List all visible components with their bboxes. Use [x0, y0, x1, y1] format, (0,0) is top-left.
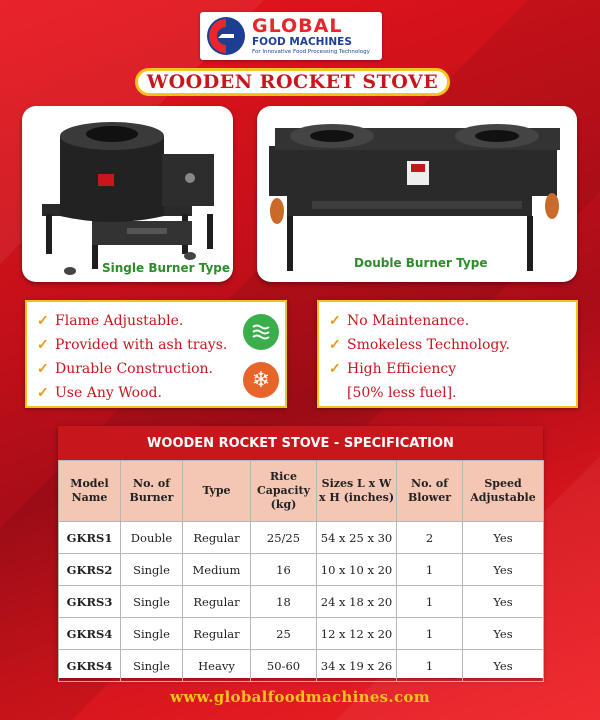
- feature-item-continued: [50% less fuel].: [347, 385, 457, 401]
- brand-tagline: For Innovative Food Processing Technology: [252, 48, 370, 55]
- website-link[interactable]: www.globalfoodmachines.com: [170, 688, 430, 706]
- check-icon: ✓: [329, 361, 341, 377]
- flame-icon: [243, 314, 279, 350]
- table-cell: 1: [397, 554, 463, 586]
- page-title: WOODEN ROCKET STOVE: [135, 68, 450, 96]
- column-header: No. of Blower: [397, 461, 463, 522]
- specification-table: [58, 426, 543, 678]
- table-cell: 16: [251, 554, 317, 586]
- feature-item: ✓ Use Any Wood.: [37, 381, 285, 405]
- check-icon: ✓: [37, 313, 49, 329]
- table-row: [59, 554, 544, 586]
- spec-grid: [58, 460, 544, 682]
- table-row: [59, 618, 544, 650]
- brand-name-line1: GLOBAL: [252, 15, 343, 37]
- model-name-cell: GKRS3: [59, 586, 121, 618]
- feature-item: ✓ High Efficiency: [329, 357, 576, 381]
- table-cell: 18: [251, 586, 317, 618]
- double-burner-photo: [257, 106, 577, 282]
- table-header-row: [59, 461, 544, 522]
- column-header: No. of Burner: [121, 461, 183, 522]
- table-cell: 25/25: [251, 522, 317, 554]
- table-cell: 1: [397, 618, 463, 650]
- feature-item: ✓ Provided with ash trays.: [37, 333, 285, 357]
- table-cell: 34 x 19 x 26: [317, 650, 397, 682]
- table-cell: Heavy: [183, 650, 251, 682]
- table-cell: 1: [397, 586, 463, 618]
- table-cell: Single: [121, 618, 183, 650]
- table-cell: Regular: [183, 522, 251, 554]
- table-cell: 10 x 10 x 20: [317, 554, 397, 586]
- feature-item: ✓ Smokeless Technology.: [329, 333, 576, 357]
- table-cell: Yes: [463, 554, 544, 586]
- column-header: Speed Adjustable: [463, 461, 544, 522]
- table-row: [59, 650, 544, 682]
- column-header: Sizes L x W x H (inches): [317, 461, 397, 522]
- features-panel-left: [25, 300, 287, 408]
- table-cell: 12 x 12 x 20: [317, 618, 397, 650]
- table-cell: Single: [121, 554, 183, 586]
- model-name-cell: GKRS1: [59, 522, 121, 554]
- table-cell: Medium: [183, 554, 251, 586]
- single-burner-stove-image: [22, 106, 233, 282]
- column-header: Rice Capacity (kg): [251, 461, 317, 522]
- check-icon: ✓: [37, 361, 49, 377]
- table-cell: Regular: [183, 618, 251, 650]
- feature-item: ✓ Flame Adjustable.: [37, 309, 285, 333]
- table-cell: Double: [121, 522, 183, 554]
- single-burner-caption: Single Burner Type: [102, 261, 231, 275]
- table-cell: Yes: [463, 522, 544, 554]
- feature-item: ✓ Durable Construction.: [37, 357, 285, 381]
- brand-logo: [200, 12, 382, 60]
- table-cell: 54 x 25 x 30: [317, 522, 397, 554]
- check-icon: ✓: [37, 385, 49, 401]
- table-cell: Yes: [463, 586, 544, 618]
- table-cell: Single: [121, 650, 183, 682]
- single-burner-photo: [22, 106, 233, 282]
- double-burner-caption: Double Burner Type: [354, 256, 488, 270]
- feature-item: ✓ No Maintenance.: [329, 309, 576, 333]
- table-cell: 25: [251, 618, 317, 650]
- table-cell: 50-60: [251, 650, 317, 682]
- model-name-cell: GKRS4: [59, 618, 121, 650]
- table-cell: 24 x 18 x 20: [317, 586, 397, 618]
- column-header: Type: [183, 461, 251, 522]
- check-icon: ✓: [329, 337, 341, 353]
- column-header: Model Name: [59, 461, 121, 522]
- snowflake-icon: ❄: [243, 362, 279, 398]
- table-cell: Yes: [463, 618, 544, 650]
- model-name-cell: GKRS4: [59, 650, 121, 682]
- check-icon: ✓: [329, 313, 341, 329]
- table-row: [59, 522, 544, 554]
- model-name-cell: GKRS2: [59, 554, 121, 586]
- check-icon: ✓: [37, 337, 49, 353]
- gfm-logo-icon: [204, 14, 248, 58]
- table-cell: 2: [397, 522, 463, 554]
- brand-name-line2: FOOD MACHINES: [252, 36, 352, 48]
- spec-heading: WOODEN ROCKET STOVE - SPECIFICATION: [58, 426, 543, 460]
- table-cell: 1: [397, 650, 463, 682]
- features-panel-right: [317, 300, 578, 408]
- table-cell: Yes: [463, 650, 544, 682]
- table-cell: Single: [121, 586, 183, 618]
- table-row: [59, 586, 544, 618]
- table-cell: Regular: [183, 586, 251, 618]
